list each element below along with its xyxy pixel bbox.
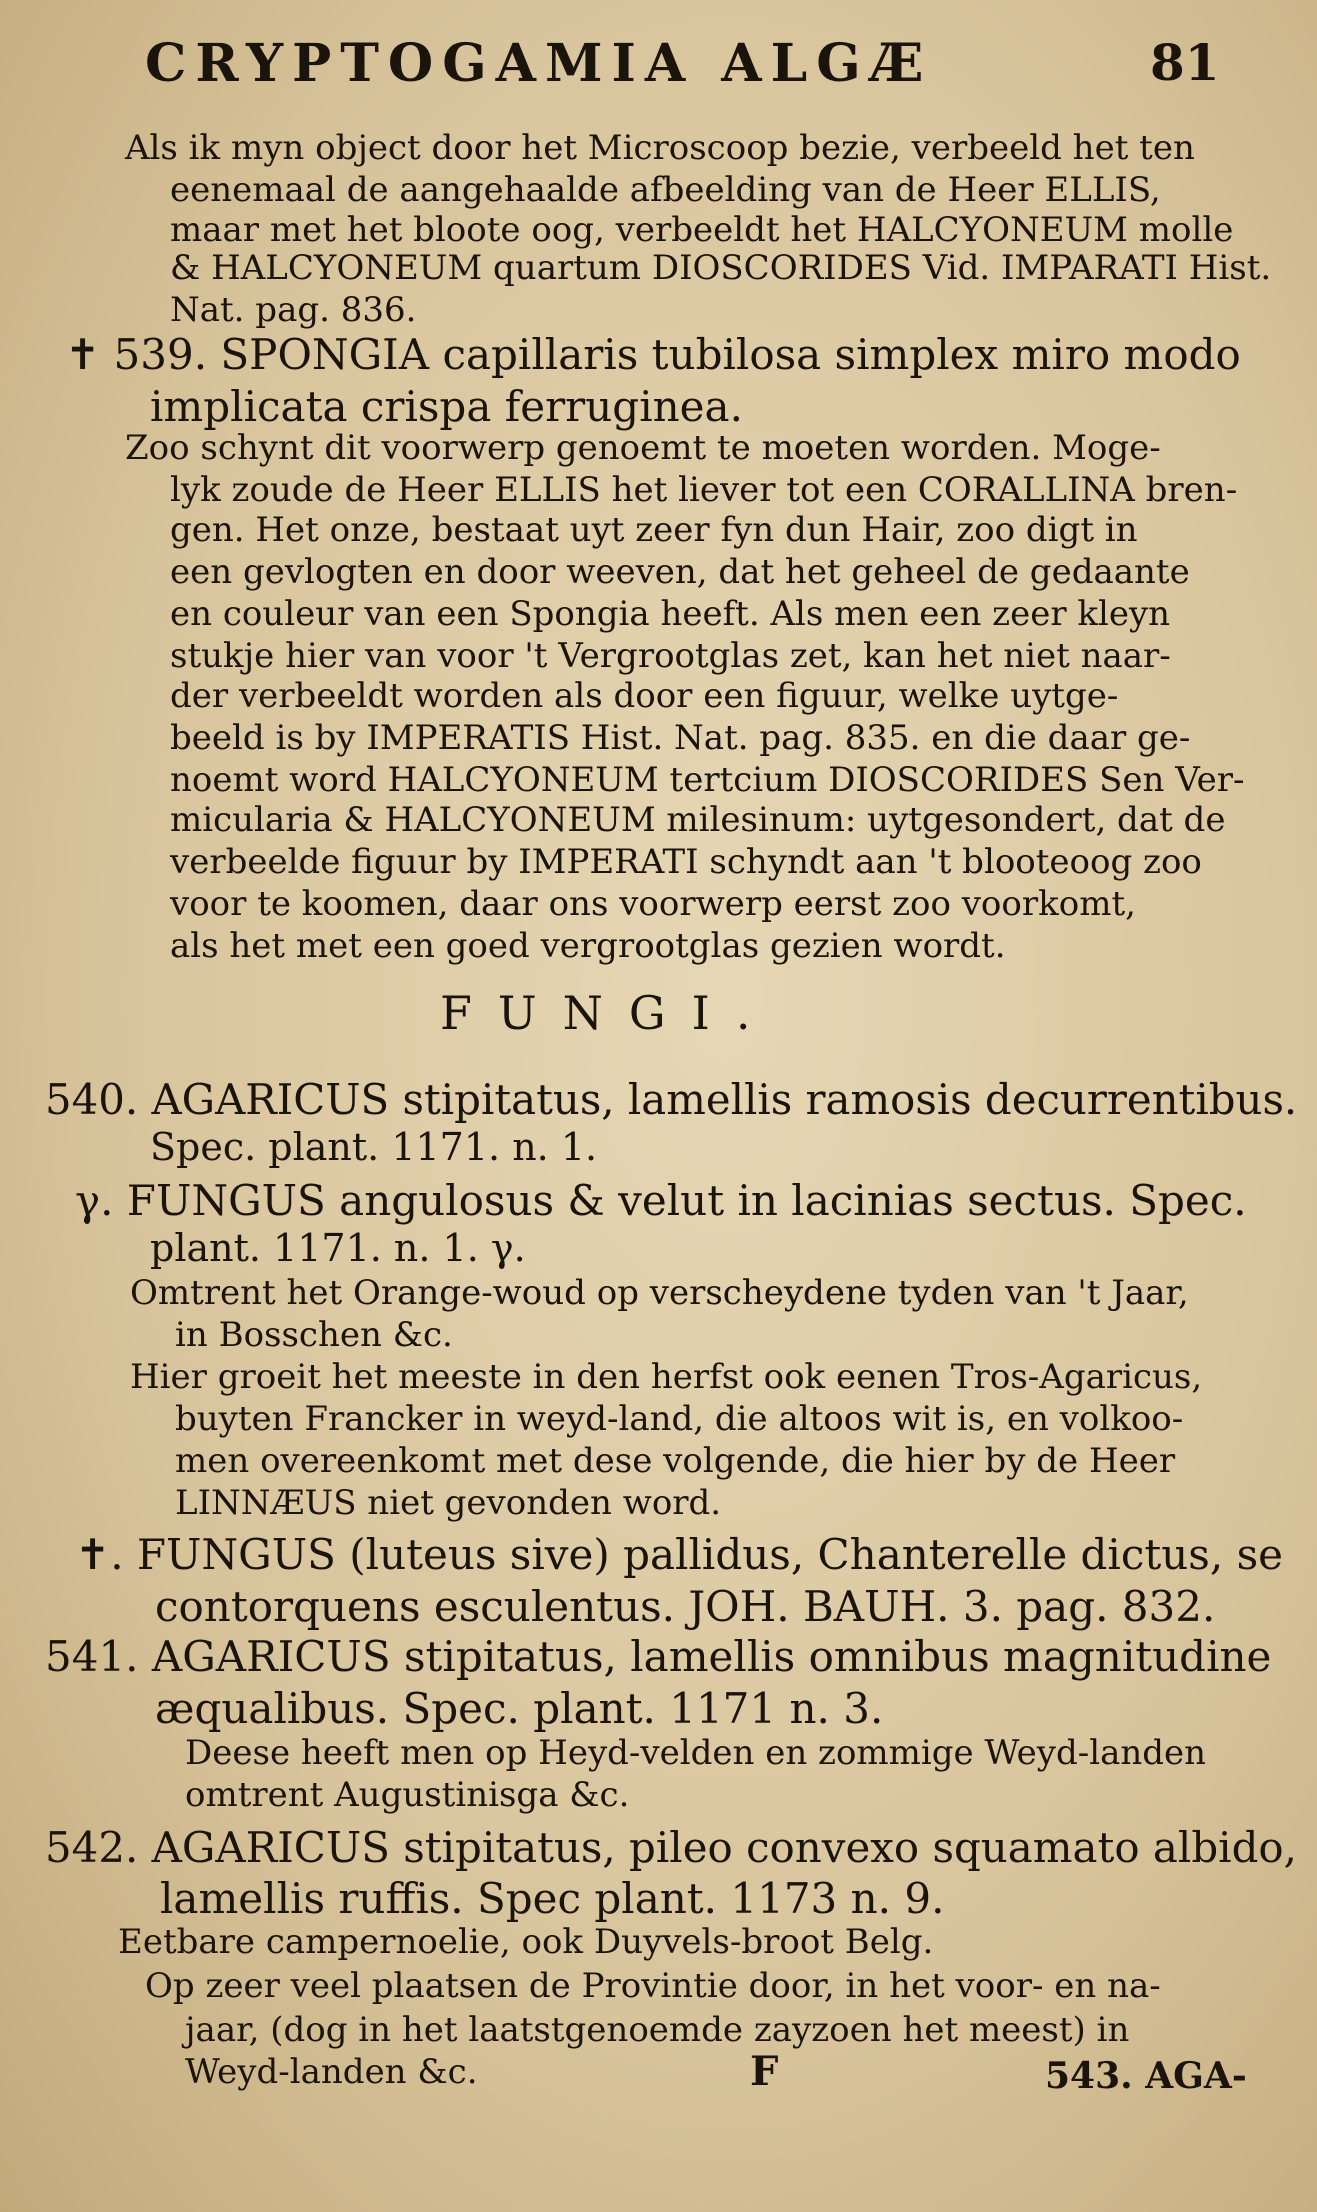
text-line: een gevlogten en door weeven, dat het geheel de gedaante (170, 552, 1190, 592)
text-line: plant. 1171. n. 1. γ. (150, 1226, 526, 1270)
text-line: Als ik myn object door het Microscoop bezie, verbeeld het ten (125, 128, 1195, 168)
text-line: Zoo schynt dit voorwerp genoemt te moeten worden. Moge- (125, 428, 1161, 468)
section-title: FUNGI. (440, 986, 777, 1040)
signature-mark: F (750, 2048, 779, 2095)
text-line: gen. Het onze, bestaat uyt zeer fyn dun Hair, zoo digt in (170, 510, 1138, 550)
text-line: Spec. plant. 1171. n. 1. (150, 1125, 598, 1169)
text-line: micularia & HALCYONEUM milesinum: uytgesondert, dat de (170, 800, 1226, 840)
text-line: Nat. pag. 836. (170, 290, 417, 330)
text-line: 542. AGARICUS stipitatus, pileo convexo squamato albido, (45, 1823, 1297, 1872)
text-line: in Bosschen &c. (175, 1315, 453, 1355)
text-line: implicata crispa ferruginea. (150, 382, 743, 431)
text-line: jaar, (dog in het laatstgenoemde zayzoen het meest) in (185, 2010, 1130, 2050)
text-line: Omtrent het Orange-woud op verscheydene tyden van 't Jaar, (130, 1273, 1189, 1313)
text-line: 541. AGARICUS stipitatus, lamellis omnibus magnitudine (45, 1632, 1272, 1681)
text-line: Weyd-landen &c. (185, 2052, 478, 2092)
text-line: Deese heeft men op Heyd-velden en zommige Weyd-landen (185, 1733, 1207, 1773)
text-line: men overeenkomt met dese volgende, die hier by de Heer (175, 1441, 1176, 1481)
text-line: omtrent Augustinisga &c. (185, 1775, 630, 1815)
text-line: beeld is by IMPERATIS Hist. Nat. pag. 835. en die daar ge- (170, 718, 1191, 758)
text-line: contorquens esculentus. JOH. BAUH. 3. pag. 832. (155, 1582, 1216, 1631)
text-line: en couleur van een Spongia heeft. Als men een zeer kleyn (170, 594, 1171, 634)
text-line: voor te koomen, daar ons voorwerp eerst zoo voorkomt, (170, 884, 1136, 924)
text-line: lamellis ruffis. Spec plant. 1173 n. 9. (160, 1874, 945, 1923)
text-line: 540. AGARICUS stipitatus, lamellis ramosis decurrentibus. (45, 1075, 1298, 1124)
running-head-title: CRYPTOGAMIA ALGÆ (145, 33, 933, 94)
text-line: der verbeeldt worden als door een figuur, welke uytge- (170, 676, 1119, 716)
text-line: ✝. FUNGUS (luteus sive) pallidus, Chanterelle dictus, se (75, 1530, 1283, 1579)
text-line: lyk zoude de Heer ELLIS het liever tot een CORALLINA bren- (170, 470, 1238, 510)
text-line: ✝ 539. SPONGIA capillaris tubilosa simplex miro modo (65, 330, 1241, 379)
text-line: maar met het bloote oog, verbeeldt het HALCYONEUM molle (170, 210, 1234, 250)
page-number: 81 (1150, 33, 1220, 92)
text-line: æqualibus. Spec. plant. 1171 n. 3. (155, 1684, 884, 1733)
text-line: stukje hier van voor 't Vergrootglas zet, kan het niet naar- (170, 636, 1171, 676)
text-line: buyten Francker in weyd-land, die altoos wit is, en volkoo- (175, 1399, 1184, 1439)
text-line: Op zeer veel plaatsen de Provintie door, in het voor- en na- (145, 1966, 1161, 2006)
text-line: & HALCYONEUM quartum DIOSCORIDES Vid. IMPARATI Hist. (170, 248, 1272, 288)
text-line: noemt word HALCYONEUM tertcium DIOSCORIDES Sen Ver- (170, 760, 1245, 800)
text-line: eenemaal de aangehaalde afbeelding van de Heer ELLIS, (170, 170, 1161, 210)
text-line: als het met een goed vergrootglas gezien wordt. (170, 926, 1006, 966)
text-line: Hier groeit het meeste in den herfst ook eenen Tros-Agaricus, (130, 1357, 1203, 1397)
text-line: verbeelde figuur by IMPERATI schyndt aan 't blooteoog zoo (170, 842, 1202, 882)
text-line: Eetbare campernoelie, ook Duyvels-broot Belg. (118, 1922, 934, 1962)
text-line: LINNÆUS niet gevonden word. (175, 1483, 722, 1523)
text-line: γ. FUNGUS angulosus & velut in lacinias sectus. Spec. (75, 1176, 1247, 1225)
catchword: 543. AGA- (1045, 2055, 1247, 2097)
